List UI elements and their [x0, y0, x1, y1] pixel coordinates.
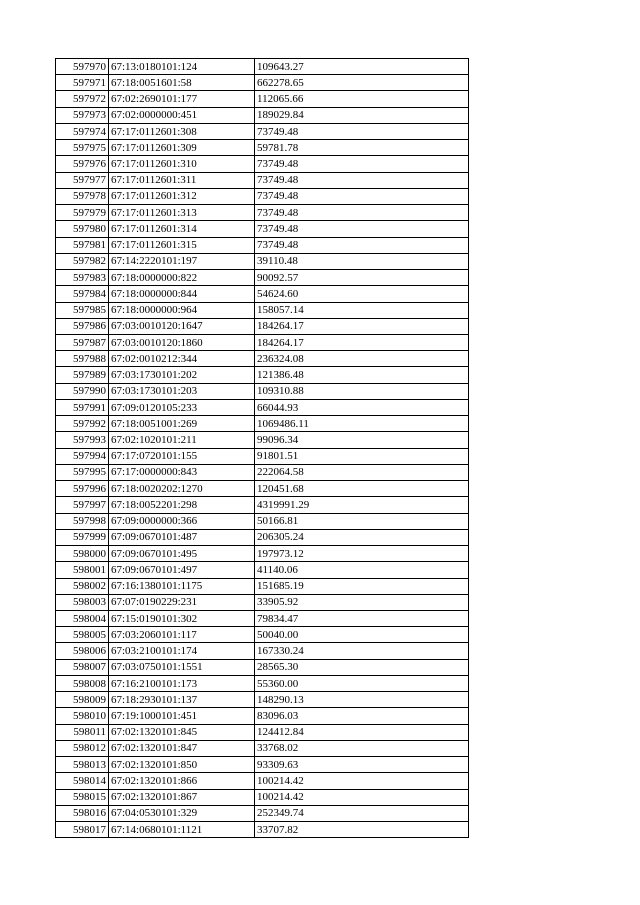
record-id-cell: 597972	[56, 91, 109, 107]
record-id-cell: 598015	[56, 789, 109, 805]
value-cell: 109643.27	[255, 59, 469, 75]
cadastral-number-cell: 67:03:0750101:1551	[109, 659, 255, 675]
table-row	[56, 59, 469, 75]
value-cell: 158057.14	[255, 302, 469, 318]
table-row	[56, 513, 469, 529]
table-row	[56, 383, 469, 399]
value-cell: 66044.93	[255, 399, 469, 415]
table-row	[56, 740, 469, 756]
value-cell: 206305.24	[255, 529, 469, 545]
table-row	[56, 253, 469, 269]
table-row	[56, 594, 469, 610]
table-row	[56, 562, 469, 578]
value-cell: 124412.84	[255, 724, 469, 740]
value-cell: 59781.78	[255, 140, 469, 156]
cadastral-number-cell: 67:03:1730101:202	[109, 367, 255, 383]
value-cell: 73749.48	[255, 237, 469, 253]
cadastral-number-cell: 67:17:0112601:315	[109, 237, 255, 253]
cadastral-number-cell: 67:07:0190229:231	[109, 594, 255, 610]
value-cell: 41140.06	[255, 562, 469, 578]
record-id-cell: 598017	[56, 822, 109, 838]
record-id-cell: 598011	[56, 724, 109, 740]
record-id-cell: 597980	[56, 221, 109, 237]
table-row	[56, 221, 469, 237]
cadastral-number-cell: 67:04:0530101:329	[109, 805, 255, 821]
record-id-cell: 598014	[56, 773, 109, 789]
record-id-cell: 598005	[56, 627, 109, 643]
table-row	[56, 318, 469, 334]
record-id-cell: 598006	[56, 643, 109, 659]
value-cell: 93309.63	[255, 757, 469, 773]
cadastral-number-cell: 67:17:0112601:311	[109, 172, 255, 188]
record-id-cell: 597992	[56, 416, 109, 432]
table-row	[56, 627, 469, 643]
record-id-cell: 598001	[56, 562, 109, 578]
record-id-cell: 597974	[56, 123, 109, 139]
table-row	[56, 659, 469, 675]
table-row	[56, 643, 469, 659]
value-cell: 33707.82	[255, 822, 469, 838]
record-id-cell: 598007	[56, 659, 109, 675]
table-row	[56, 481, 469, 497]
cadastral-number-cell: 67:02:1320101:850	[109, 757, 255, 773]
record-id-cell: 597971	[56, 75, 109, 91]
value-cell: 167330.24	[255, 643, 469, 659]
value-cell: 151685.19	[255, 578, 469, 594]
record-id-cell: 597993	[56, 432, 109, 448]
cadastral-number-cell: 67:02:1320101:867	[109, 789, 255, 805]
value-cell: 100214.42	[255, 789, 469, 805]
cadastral-number-cell: 67:18:0051601:58	[109, 75, 255, 91]
records-table-body	[56, 59, 469, 838]
record-id-cell: 597988	[56, 351, 109, 367]
table-row	[56, 188, 469, 204]
cadastral-number-cell: 67:03:0010120:1647	[109, 318, 255, 334]
cadastral-number-cell: 67:18:0000000:822	[109, 270, 255, 286]
record-id-cell: 597973	[56, 107, 109, 123]
table-row	[56, 237, 469, 253]
cadastral-number-cell: 67:18:0000000:964	[109, 302, 255, 318]
value-cell: 236324.08	[255, 351, 469, 367]
value-cell: 33905.92	[255, 594, 469, 610]
table-row	[56, 789, 469, 805]
value-cell: 91801.51	[255, 448, 469, 464]
record-id-cell: 598000	[56, 546, 109, 562]
cadastral-number-cell: 67:14:0680101:1121	[109, 822, 255, 838]
record-id-cell: 597999	[56, 529, 109, 545]
record-id-cell: 597978	[56, 188, 109, 204]
value-cell: 189029.84	[255, 107, 469, 123]
table-row	[56, 367, 469, 383]
table-row	[56, 578, 469, 594]
table-row	[56, 724, 469, 740]
value-cell: 184264.17	[255, 334, 469, 350]
cadastral-number-cell: 67:13:0180101:124	[109, 59, 255, 75]
table-row	[56, 708, 469, 724]
cadastral-number-cell: 67:03:2060101:117	[109, 627, 255, 643]
table-row	[56, 416, 469, 432]
cadastral-number-cell: 67:17:0112601:308	[109, 123, 255, 139]
value-cell: 197973.12	[255, 546, 469, 562]
record-id-cell: 598002	[56, 578, 109, 594]
table-row	[56, 822, 469, 838]
table-row	[56, 156, 469, 172]
record-id-cell: 597970	[56, 59, 109, 75]
table-row	[56, 805, 469, 821]
table-row	[56, 172, 469, 188]
record-id-cell: 598010	[56, 708, 109, 724]
record-id-cell: 598016	[56, 805, 109, 821]
record-id-cell: 597982	[56, 253, 109, 269]
table-row	[56, 675, 469, 691]
cadastral-number-cell: 67:02:1020101:211	[109, 432, 255, 448]
record-id-cell: 597994	[56, 448, 109, 464]
value-cell: 33768.02	[255, 740, 469, 756]
table-row	[56, 497, 469, 513]
record-id-cell: 598009	[56, 692, 109, 708]
cadastral-number-cell: 67:09:0670101:497	[109, 562, 255, 578]
value-cell: 148290.13	[255, 692, 469, 708]
record-id-cell: 597991	[56, 399, 109, 415]
cadastral-number-cell: 67:09:0670101:495	[109, 546, 255, 562]
cadastral-number-cell: 67:02:2690101:177	[109, 91, 255, 107]
table-row	[56, 205, 469, 221]
record-id-cell: 597985	[56, 302, 109, 318]
value-cell: 73749.48	[255, 188, 469, 204]
record-id-cell: 597989	[56, 367, 109, 383]
value-cell: 50040.00	[255, 627, 469, 643]
value-cell: 252349.74	[255, 805, 469, 821]
table-row	[56, 757, 469, 773]
cadastral-number-cell: 67:02:0000000:451	[109, 107, 255, 123]
value-cell: 100214.42	[255, 773, 469, 789]
cadastral-number-cell: 67:17:0112601:313	[109, 205, 255, 221]
cadastral-number-cell: 67:16:2100101:173	[109, 675, 255, 691]
table-row	[56, 270, 469, 286]
record-id-cell: 597983	[56, 270, 109, 286]
value-cell: 39110.48	[255, 253, 469, 269]
value-cell: 73749.48	[255, 123, 469, 139]
cadastral-number-cell: 67:17:0112601:310	[109, 156, 255, 172]
record-id-cell: 597979	[56, 205, 109, 221]
value-cell: 222064.58	[255, 464, 469, 480]
cadastral-number-cell: 67:16:1380101:1175	[109, 578, 255, 594]
table-row	[56, 692, 469, 708]
table-row	[56, 399, 469, 415]
value-cell: 50166.81	[255, 513, 469, 529]
record-id-cell: 598012	[56, 740, 109, 756]
table-row	[56, 773, 469, 789]
cadastral-number-cell: 67:02:1320101:847	[109, 740, 255, 756]
record-id-cell: 597976	[56, 156, 109, 172]
cadastral-number-cell: 67:18:2930101:137	[109, 692, 255, 708]
table-row	[56, 546, 469, 562]
record-id-cell: 597975	[56, 140, 109, 156]
value-cell: 4319991.29	[255, 497, 469, 513]
cadastral-number-cell: 67:03:2100101:174	[109, 643, 255, 659]
cadastral-number-cell: 67:02:1320101:845	[109, 724, 255, 740]
record-id-cell: 597998	[56, 513, 109, 529]
record-id-cell: 597981	[56, 237, 109, 253]
cadastral-number-cell: 67:02:1320101:866	[109, 773, 255, 789]
record-id-cell: 597987	[56, 334, 109, 350]
table-row	[56, 75, 469, 91]
value-cell: 120451.68	[255, 481, 469, 497]
cadastral-number-cell: 67:03:1730101:203	[109, 383, 255, 399]
table-row	[56, 432, 469, 448]
value-cell: 662278.65	[255, 75, 469, 91]
table-row	[56, 302, 469, 318]
table-row	[56, 91, 469, 107]
table-row	[56, 464, 469, 480]
value-cell: 112065.66	[255, 91, 469, 107]
value-cell: 184264.17	[255, 318, 469, 334]
table-row	[56, 107, 469, 123]
value-cell: 73749.48	[255, 205, 469, 221]
record-id-cell: 598008	[56, 675, 109, 691]
cadastral-number-cell: 67:17:0112601:312	[109, 188, 255, 204]
record-id-cell: 597996	[56, 481, 109, 497]
record-id-cell: 597997	[56, 497, 109, 513]
cadastral-number-cell: 67:02:0010212:344	[109, 351, 255, 367]
value-cell: 73749.48	[255, 156, 469, 172]
cadastral-number-cell: 67:18:0051001:269	[109, 416, 255, 432]
cadastral-number-cell: 67:15:0190101:302	[109, 610, 255, 626]
value-cell: 1069486.11	[255, 416, 469, 432]
table-row	[56, 529, 469, 545]
record-id-cell: 597986	[56, 318, 109, 334]
record-id-cell: 597977	[56, 172, 109, 188]
record-id-cell: 598004	[56, 610, 109, 626]
value-cell: 90092.57	[255, 270, 469, 286]
table-row	[56, 140, 469, 156]
value-cell: 73749.48	[255, 221, 469, 237]
cadastral-number-cell: 67:14:2220101:197	[109, 253, 255, 269]
records-table	[55, 58, 469, 838]
value-cell: 83096.03	[255, 708, 469, 724]
value-cell: 28565.30	[255, 659, 469, 675]
value-cell: 55360.00	[255, 675, 469, 691]
value-cell: 121386.48	[255, 367, 469, 383]
table-row	[56, 334, 469, 350]
value-cell: 99096.34	[255, 432, 469, 448]
record-id-cell: 597990	[56, 383, 109, 399]
value-cell: 79834.47	[255, 610, 469, 626]
cadastral-number-cell: 67:09:0120105:233	[109, 399, 255, 415]
record-id-cell: 597984	[56, 286, 109, 302]
record-id-cell: 598013	[56, 757, 109, 773]
cadastral-number-cell: 67:17:0000000:843	[109, 464, 255, 480]
cadastral-number-cell: 67:17:0720101:155	[109, 448, 255, 464]
cadastral-number-cell: 67:18:0020202:1270	[109, 481, 255, 497]
cadastral-number-cell: 67:17:0112601:309	[109, 140, 255, 156]
cadastral-number-cell: 67:19:1000101:451	[109, 708, 255, 724]
cadastral-number-cell: 67:18:0000000:844	[109, 286, 255, 302]
value-cell: 54624.60	[255, 286, 469, 302]
table-row	[56, 123, 469, 139]
cadastral-number-cell: 67:03:0010120:1860	[109, 334, 255, 350]
table-row	[56, 286, 469, 302]
table-row	[56, 610, 469, 626]
cadastral-number-cell: 67:09:0000000:366	[109, 513, 255, 529]
cadastral-number-cell: 67:18:0052201:298	[109, 497, 255, 513]
value-cell: 109310.88	[255, 383, 469, 399]
cadastral-number-cell: 67:09:0670101:487	[109, 529, 255, 545]
cadastral-number-cell: 67:17:0112601:314	[109, 221, 255, 237]
record-id-cell: 598003	[56, 594, 109, 610]
table-row	[56, 448, 469, 464]
record-id-cell: 597995	[56, 464, 109, 480]
table-row	[56, 351, 469, 367]
value-cell: 73749.48	[255, 172, 469, 188]
